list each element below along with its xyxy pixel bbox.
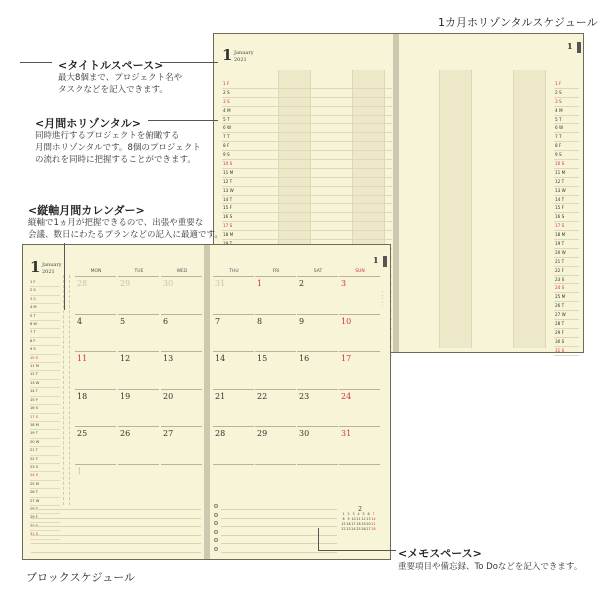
monthly-horizontal-heading: <月間ホリゾンタル>: [35, 117, 141, 130]
memo-space-line-1: 重要項目や備忘録、To Doなどを記入できます。: [398, 562, 583, 572]
horizontal-day-right: 20 W: [554, 249, 579, 258]
calendar-day-cell: [75, 426, 116, 464]
monthly-horizontal-line-3: の流れを同時に把握することができます。: [35, 155, 196, 165]
mini-calendar-day: 9: [347, 517, 350, 521]
calendar-day-number: 31: [341, 429, 352, 438]
memo-checkbox: [214, 538, 218, 542]
horizontal-day-left: 9 S: [222, 151, 392, 160]
vertical-month-list: [30, 279, 60, 540]
monthly-horizontal-line-2: 月間ホリゾンタルです。8個のプロジェクト: [35, 143, 201, 153]
mini-calendar-day: 6: [367, 512, 370, 516]
vertical-day-item: 5 T: [30, 313, 60, 321]
horizontal-day-right: 18 M: [554, 231, 579, 240]
mini-calendar-day: 3: [352, 512, 355, 516]
calendar-day-cell: [297, 351, 338, 389]
calendar-day-number: 4: [77, 316, 83, 326]
left-bottom-line: [31, 552, 201, 553]
calendar-day-number: 11: [77, 354, 88, 363]
calendar-day-cell: [75, 389, 116, 427]
horizontal-day-right: 21 T: [554, 258, 579, 267]
calendar-day-cell: [161, 351, 202, 389]
calendar-day-cell: [161, 464, 202, 502]
vertical-day-item: 28 T: [30, 506, 60, 514]
calendar-day-cell: [339, 351, 380, 389]
calendar-day-number: 6: [163, 316, 169, 326]
calendar-day-number: 17: [341, 354, 352, 363]
mini-calendar-day: 13: [366, 517, 371, 521]
vertical-calendar-pointer: [64, 243, 65, 310]
horizontal-day-right: 31 S: [554, 347, 579, 356]
vertical-day-item: 1 F: [30, 279, 60, 287]
calendar-day-cell: [255, 389, 296, 427]
calendar-day-number: 28: [215, 429, 226, 438]
vertical-calendar-line-2: 会議、数日にわたるプランなどの記入に最適です。: [28, 230, 223, 240]
month-name: January: [234, 50, 254, 56]
horizontal-day-list-right: [554, 80, 579, 356]
mini-calendar-day: 2: [347, 512, 350, 516]
mini-calendar-day: 27: [366, 527, 371, 531]
weekday-header-sun: SUN: [355, 269, 365, 274]
calendar-day-number: 22: [257, 391, 268, 401]
calendar-day-number: 31: [215, 279, 226, 288]
mini-calendar-day: 25: [356, 527, 361, 531]
calendar-day-cell: [75, 314, 116, 352]
memo-checkbox: [214, 504, 218, 508]
calendar-day-number: 1: [77, 466, 83, 476]
horizontal-day-left: 14 T: [222, 196, 392, 205]
horizontal-day-left: 13 W: [222, 187, 392, 196]
calendar-day-cell: [297, 426, 338, 464]
mini-calendar-day: 10: [351, 517, 356, 521]
mini-calendar-day: 15: [341, 522, 346, 526]
horizontal-day-right: 12 T: [554, 178, 579, 187]
horizontal-day-left: 12 T: [222, 178, 392, 187]
front-month-number-right: 1: [373, 255, 379, 265]
horizontal-day-right: 23 S: [554, 276, 579, 285]
calendar-day-number: 9: [299, 316, 305, 326]
calendar-day-number: 21: [215, 391, 226, 401]
horizontal-day-right: 8 F: [554, 142, 579, 151]
vertical-day-item: 26 T: [30, 489, 60, 497]
weekday-header-tue: TUE: [134, 269, 144, 274]
front-month-year: 2021: [42, 269, 55, 275]
horizontal-day-left: 3 S: [222, 98, 392, 107]
horizontal-day-right: 4 M: [554, 107, 579, 116]
vertical-day-item: 17 S: [30, 414, 60, 422]
side-marks: ・・・・・: [381, 290, 385, 308]
vertical-day-item: 10 S: [30, 355, 60, 363]
vertical-day-item: 4 M: [30, 304, 60, 312]
vertical-day-item: 7 T: [30, 329, 60, 337]
mini-calendar-day: 7: [372, 512, 375, 516]
vertical-day-item: 8 F: [30, 338, 60, 346]
horizontal-day-right: 6 W: [554, 124, 579, 133]
calendar-day-cell: [297, 276, 338, 314]
mini-calendar-day: 19: [361, 522, 366, 526]
vertical-day-item: 18 M: [30, 422, 60, 430]
title-space-line-1: 最大8個まで、プロジェクト名や: [58, 73, 183, 83]
month-number-right: 1: [567, 41, 573, 51]
memo-checkbox: [214, 513, 218, 517]
mini-calendar-day: 24: [351, 527, 356, 531]
front-page-tab: [383, 256, 387, 267]
calendar-day-number: 16: [299, 354, 310, 363]
calendar-day-number: 28: [77, 279, 88, 288]
calendar-day-cell: [161, 389, 202, 427]
calendar-day-cell: [339, 314, 380, 352]
vertical-day-item: 21 T: [30, 447, 60, 455]
horizontal-day-right: 28 T: [554, 320, 579, 329]
month-year: 2021: [234, 57, 247, 63]
calendar-day-cell: [255, 351, 296, 389]
mini-calendar-day: 14: [371, 517, 376, 521]
calendar-day-cell: [161, 314, 202, 352]
horizontal-day-left: 1 F: [222, 80, 392, 89]
calendar-day-cell: [118, 276, 159, 314]
horizontal-day-right: 1 F: [554, 80, 579, 89]
calendar-day-number: 10: [341, 316, 352, 326]
calendar-day-cell: [255, 464, 296, 502]
memo-line: [221, 526, 337, 527]
calendar-day-number: 19: [120, 391, 131, 401]
vertical-day-item: 9 S: [30, 346, 60, 354]
mini-calendar-day: 22: [341, 527, 346, 531]
calendar-day-cell: [339, 464, 380, 502]
vertical-day-item: 27 W: [30, 498, 60, 506]
vertical-day-item: 6 W: [30, 321, 60, 329]
title-space-pointer: [160, 62, 218, 63]
calendar-day-number: 23: [299, 391, 310, 401]
calendar-day-number: 7: [215, 316, 221, 326]
memo-line: [221, 509, 337, 510]
calendar-day-number: 1: [257, 279, 263, 288]
horizontal-day-right: 25 M: [554, 293, 579, 302]
horizontal-day-left: 17 S: [222, 222, 392, 231]
horizontal-day-right: 13 W: [554, 187, 579, 196]
horizontal-day-right: 26 T: [554, 302, 579, 311]
calendar-day-cell: [118, 314, 159, 352]
memo-space-heading: <メモスペース>: [398, 547, 482, 560]
horizontal-day-right: 9 S: [554, 151, 579, 160]
mini-calendar-day: 1: [342, 512, 345, 516]
block-schedule-planner: [22, 244, 391, 560]
calendar-day-cell: [118, 464, 159, 502]
calendar-day-number: 14: [215, 354, 226, 363]
mini-calendar-february: [341, 507, 379, 532]
calendar-day-cell: [75, 464, 116, 502]
calendar-day-number: 29: [257, 429, 268, 438]
memo-line: [221, 543, 337, 544]
vertical-calendar-heading: <縦軸月間カレンダー>: [28, 204, 145, 217]
calendar-day-cell: [161, 426, 202, 464]
horizontal-day-left: 10 S: [222, 160, 392, 169]
calendar-day-cell: [213, 426, 254, 464]
calendar-day-cell: [118, 389, 159, 427]
calendar-day-number: 29: [120, 279, 131, 288]
horizontal-column-3: [439, 70, 472, 348]
calendar-day-cell: [213, 351, 254, 389]
vertical-day-item: 20 W: [30, 439, 60, 447]
left-bottom-line: [31, 509, 201, 510]
calendar-day-cell: [339, 426, 380, 464]
horizontal-day-right: 30 S: [554, 338, 579, 347]
vertical-day-item: 25 M: [30, 481, 60, 489]
horizontal-day-right: 27 W: [554, 311, 579, 320]
calendar-day-cell: [75, 351, 116, 389]
horizontal-day-left: 4 M: [222, 107, 392, 116]
calendar-day-number: 24: [341, 391, 352, 401]
calendar-day-cell: [213, 389, 254, 427]
mini-calendar-day: 28: [371, 527, 376, 531]
horizontal-day-right: 22 F: [554, 267, 579, 276]
calendar-day-number: 13: [163, 354, 174, 363]
calendar-day-cell: [118, 351, 159, 389]
vertical-day-item: 22 F: [30, 456, 60, 464]
horizontal-day-right: 7 T: [554, 133, 579, 142]
vertical-day-item: 2 S: [30, 287, 60, 295]
month-number: 1: [222, 46, 233, 64]
horizontal-day-right: 29 F: [554, 329, 579, 338]
horizontal-day-left: 5 T: [222, 116, 392, 125]
monthly-horizontal-line-1: 同時進行するプロジェクトを俯瞰する: [35, 131, 180, 141]
weekday-header-wed: WED: [176, 269, 188, 274]
calendar-day-cell: [297, 464, 338, 502]
block-gutter: [204, 245, 210, 559]
horizontal-day-right: 24 S: [554, 284, 579, 293]
calendar-day-number: 26: [120, 429, 131, 438]
calendar-day-number: 30: [163, 279, 174, 288]
mini-calendar-day: 12: [361, 517, 366, 521]
calendar-day-cell: [255, 276, 296, 314]
calendar-day-number: 8: [257, 316, 263, 326]
vertical-guide-2: [69, 275, 70, 505]
left-bottom-line: [31, 526, 201, 527]
horizontal-day-right: 19 T: [554, 240, 579, 249]
vertical-day-item: 11 M: [30, 363, 60, 371]
calendar-day-cell: [255, 314, 296, 352]
calendar-day-number: 3: [341, 279, 347, 288]
horizontal-day-right: 14 T: [554, 196, 579, 205]
mini-calendar-day: 26: [361, 527, 366, 531]
vertical-day-item: 15 F: [30, 397, 60, 405]
horizontal-day-right: 2 S: [554, 89, 579, 98]
calendar-day-number: 27: [163, 429, 174, 438]
vertical-day-item: 13 W: [30, 380, 60, 388]
title-space-heading: <タイトルスペース>: [58, 59, 164, 72]
left-bottom-line: [31, 543, 201, 544]
calendar-day-number: 2: [299, 279, 305, 288]
calendar-day-number: 18: [77, 391, 88, 401]
vertical-calendar-line-1: 縦軸で1ヵ月が把握できるので、出張や重要な: [28, 218, 204, 228]
vertical-day-item: 24 S: [30, 472, 60, 480]
vertical-day-item: 3 S: [30, 296, 60, 304]
memo-line: [221, 535, 337, 536]
bottom-left-title: ブロックスケジュール: [26, 571, 136, 584]
horizontal-day-left: 11 M: [222, 169, 392, 178]
calendar-day-cell: [297, 314, 338, 352]
calendar-day-cell: [339, 276, 380, 314]
horizontal-day-left: 16 S: [222, 213, 392, 222]
horizontal-day-left: 8 F: [222, 142, 392, 151]
memo-checkbox: [214, 547, 218, 551]
mini-calendar-day: 16: [346, 522, 351, 526]
vertical-day-item: 19 T: [30, 430, 60, 438]
page-tab: [577, 42, 581, 53]
calendar-day-number: 15: [257, 354, 268, 363]
horizontal-column-4: [513, 70, 546, 348]
mini-calendar-day: 5: [362, 512, 365, 516]
mini-calendar-title: 2: [358, 506, 362, 513]
horizontal-day-left: 15 F: [222, 204, 392, 213]
mini-calendar-day: 18: [356, 522, 361, 526]
front-month-name: January: [42, 262, 62, 268]
calendar-day-number: 5: [120, 316, 126, 326]
mini-calendar-day: 21: [371, 522, 376, 526]
horizontal-day-right: 5 T: [554, 116, 579, 125]
horizontal-right-page: [399, 34, 584, 352]
vertical-day-item: 30 S: [30, 523, 60, 531]
calendar-day-cell: [255, 426, 296, 464]
mini-calendar-row: [341, 527, 379, 532]
calendar-day-cell: [161, 276, 202, 314]
title-space-line-2: タスクなどを記入できます。: [58, 85, 168, 95]
horizontal-day-right: 10 S: [554, 160, 579, 169]
title-space-callout: [20, 62, 52, 63]
mini-calendar-day: 4: [357, 512, 360, 516]
vertical-day-item: 31 S: [30, 531, 60, 539]
memo-checkbox: [214, 521, 218, 525]
memo-checkbox: [214, 530, 218, 534]
mini-calendar-day: 23: [346, 527, 351, 531]
vertical-day-item: 16 S: [30, 405, 60, 413]
weekday-header-sat: SAT: [313, 269, 323, 274]
calendar-day-number: 25: [77, 429, 88, 438]
vertical-day-item: 29 F: [30, 514, 60, 522]
weekday-header-mon: MON: [90, 269, 102, 274]
calendar-day-cell: [118, 426, 159, 464]
calendar-day-number: 30: [299, 429, 310, 438]
weekday-header-thu: THU: [229, 269, 239, 274]
horizontal-day-left: 7 T: [222, 133, 392, 142]
mini-calendar-day: 11: [356, 517, 361, 521]
calendar-day-cell: [213, 314, 254, 352]
mini-calendar-day: 20: [366, 522, 371, 526]
calendar-day-cell: [213, 464, 254, 502]
front-month-number: 1: [30, 258, 41, 276]
horizontal-day-left: 2 S: [222, 89, 392, 98]
horizontal-day-left: 18 M: [222, 231, 392, 240]
top-right-title: 1カ月ホリゾンタルスケジュール: [438, 16, 598, 29]
left-bottom-line: [31, 518, 201, 519]
horizontal-day-right: 15 F: [554, 204, 579, 213]
calendar-day-cell: [339, 389, 380, 427]
horizontal-day-left: 6 W: [222, 124, 392, 133]
left-bottom-line: [31, 535, 201, 536]
memo-pointer-horizontal: [318, 550, 396, 551]
mini-calendar-day: 17: [351, 522, 356, 526]
calendar-day-cell: [75, 276, 116, 314]
calendar-day-cell: [213, 276, 254, 314]
mini-calendar-day: 8: [342, 517, 345, 521]
calendar-day-number: 12: [120, 354, 131, 363]
horizontal-day-right: 11 M: [554, 169, 579, 178]
calendar-day-cell: [297, 389, 338, 427]
calendar-day-number: 20: [163, 391, 174, 401]
monthly-horizontal-pointer: [148, 120, 218, 121]
vertical-day-item: 14 T: [30, 388, 60, 396]
memo-line: [221, 518, 337, 519]
horizontal-day-right: 17 S: [554, 222, 579, 231]
vertical-day-item: 12 T: [30, 371, 60, 379]
weekday-header-fri: FRI: [272, 269, 280, 274]
memo-line: [221, 552, 337, 553]
vertical-day-item: 23 S: [30, 464, 60, 472]
horizontal-day-right: 16 S: [554, 213, 579, 222]
horizontal-day-right: 3 S: [554, 98, 579, 107]
memo-pointer-vertical: [318, 528, 319, 550]
